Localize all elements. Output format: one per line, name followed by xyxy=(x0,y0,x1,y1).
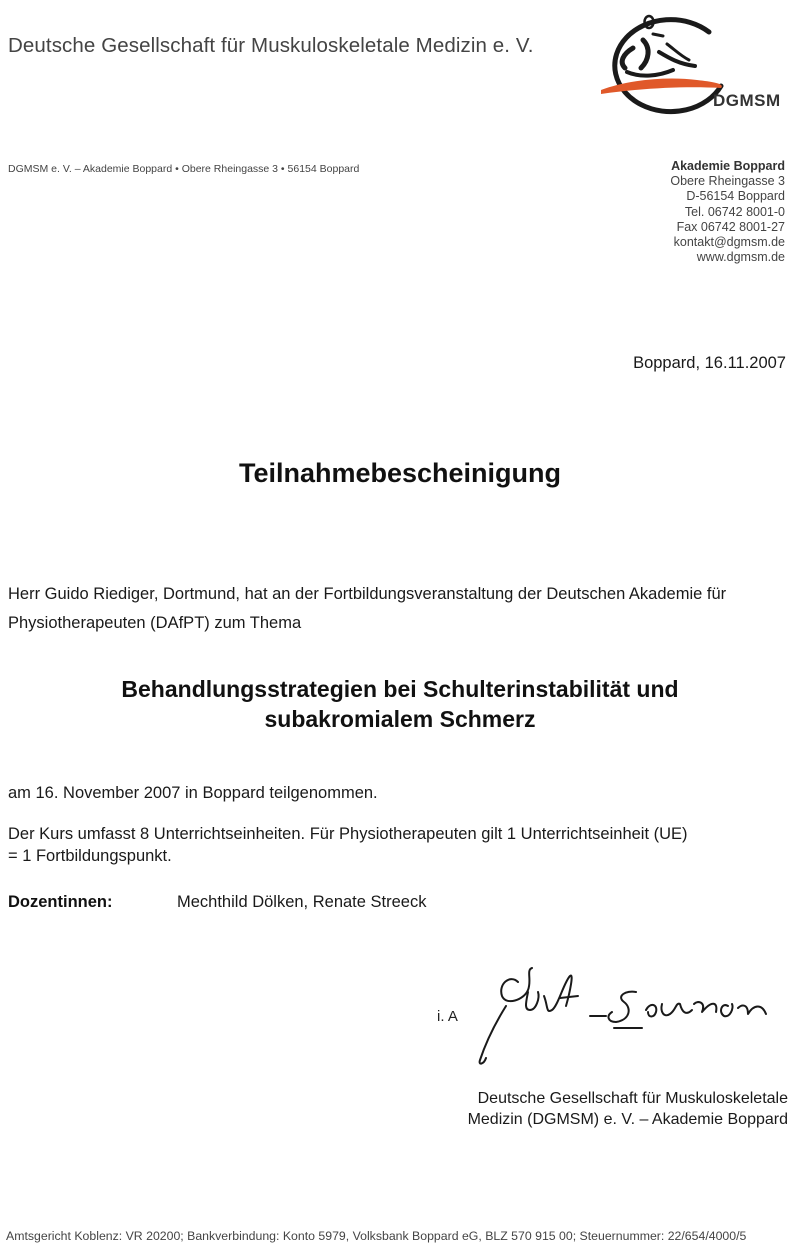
topic-line-2: subakromialem Schmerz xyxy=(264,706,536,732)
logo-text: DGMSM xyxy=(713,91,781,110)
address-web: www.dgmsm.de xyxy=(696,250,785,265)
document-title: Teilnahmebescheinigung xyxy=(238,458,562,488)
address-street: Obere Rheingasse 3 xyxy=(670,174,785,189)
handwritten-signature xyxy=(466,962,776,1074)
date-line: Boppard, 16.11.2007 xyxy=(633,354,786,372)
signature-prefix: i. A xyxy=(437,1008,458,1025)
lecturer-names: Mechthild Dölken, Renate Streeck xyxy=(177,893,427,911)
address-email: kontakt@dgmsm.de xyxy=(673,235,785,250)
intro-line-1: Herr Guido Riediger, Dortmund, hat an der Fortbildungsveranstaltung der Deutschen Akademie für xyxy=(8,585,727,603)
signatory-line-2: Medizin (DGMSM) e. V. – Akademie Boppard xyxy=(467,1111,788,1128)
intro-paragraph xyxy=(8,580,788,638)
course-line-1: Der Kurs umfasst 8 Unterrichtseinheiten. Für Physiotherapeuten gilt 1 Unterrichtseinheit (UE) xyxy=(8,825,688,843)
topic-line-1: Behandlungsstrategien bei Schulterinstabilität und xyxy=(121,676,679,702)
sender-return-address: DGMSM e. V. – Akademie Boppard • Obere Rheingasse 3 • 56154 Boppard xyxy=(8,163,360,175)
signatory-organization xyxy=(468,1088,788,1130)
course-line-2: = 1 Fortbildungspunkt. xyxy=(8,847,172,865)
attendance-line: am 16. November 2007 in Boppard teilgenommen. xyxy=(8,784,378,802)
address-fax: Fax 06742 8001-27 xyxy=(676,219,785,234)
intro-line-2: Physiotherapeuten (DAfPT) zum Thema xyxy=(8,614,302,632)
lecturer-label: Dozentinnen: xyxy=(8,893,113,911)
address-block xyxy=(670,159,785,265)
legal-footer: Amtsgericht Koblenz: VR 20200; Bankverbindung: Konto 5979, Volksbank Boppard eG, BLZ 570 915 00; Steuernummer: 22/654/4000/5 xyxy=(6,1229,747,1243)
course-topic xyxy=(0,674,800,734)
course-info xyxy=(8,823,788,867)
dgmsm-logo xyxy=(597,14,787,118)
address-phone: Tel. 06742 8001-0 xyxy=(684,204,785,219)
address-city: D-56154 Boppard xyxy=(686,189,785,204)
organization-name: Deutsche Gesellschaft für Muskuloskeletale Medizin e. V. xyxy=(8,34,534,57)
address-name: Akademie Boppard xyxy=(671,159,785,173)
signatory-line-1: Deutsche Gesellschaft für Muskuloskeletale xyxy=(477,1090,788,1107)
